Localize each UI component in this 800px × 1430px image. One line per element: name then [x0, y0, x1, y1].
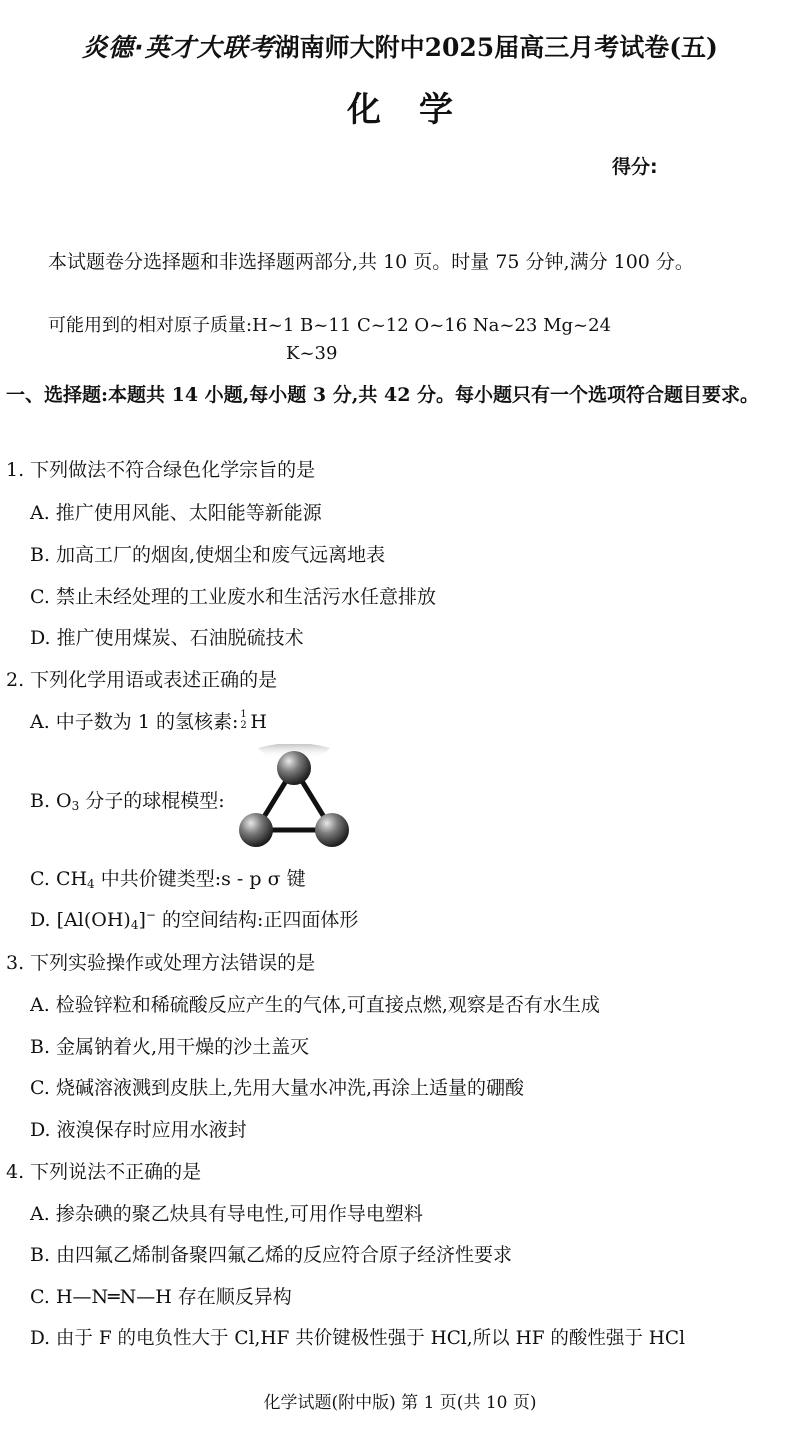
question-3-option-b: B. 金属钠着火,用干燥的沙土盖灭: [30, 1036, 310, 1058]
section-title: 一、选择题:本题共 14 小题,每小题 3 分,共 42 分。每小题只有一个选项符合题目要求。: [6, 384, 760, 406]
ozone-ball-stick-model: [236, 744, 354, 852]
question-4-option-d: D. 由于 F 的电负性大于 Cl,HF 共价键极性强于 HCl,所以 HF 的酸性强于 HCl: [30, 1328, 685, 1349]
question-1-option-b: B. 加高工厂的烟囱,使烟尘和废气远离地表: [30, 544, 386, 566]
question-1-option-d: D. 推广使用煤炭、石油脱硫技术: [30, 627, 304, 649]
question-2-option-d: [30, 905, 358, 932]
atomic-mass-line-2: K~39: [286, 343, 338, 364]
question-2-stem: 2. 下列化学用语或表述正确的是: [6, 669, 278, 691]
subscript: 3: [71, 799, 80, 813]
atomic-mass-line-1: 可能用到的相对原子质量:H~1 B~11 C~12 O~16 Na~23 Mg~24: [48, 315, 612, 336]
question-1-option-a: A. 推广使用风能、太阳能等新能源: [30, 502, 322, 524]
option-a-text: A. 中子数为 1 的氢核素:: [30, 711, 239, 733]
option-d-suffix: 的空间结构:正四面体形: [155, 909, 359, 931]
question-4-option-c: C. H—N═N—H 存在顺反异构: [30, 1286, 292, 1308]
oxygen-atom-right: [315, 813, 349, 847]
exam-title: [0, 28, 800, 64]
subscript: 4: [130, 918, 139, 932]
oxygen-atom-left: [239, 813, 273, 847]
question-2-option-b: [30, 786, 225, 813]
oxygen-atom-top: [277, 751, 311, 785]
mass-number: 1: [240, 709, 247, 720]
atomic-number: 2: [240, 720, 247, 731]
score-label: 得分:: [612, 156, 658, 178]
subscript: 4: [87, 877, 95, 891]
exam-title-text: 湖南师大附中2025届高三月考试卷(五): [274, 33, 718, 62]
option-c-text: C. CH: [30, 868, 88, 890]
question-2-option-a: [30, 707, 267, 734]
exam-brand: 炎德·英才大联考: [82, 33, 275, 62]
question-1-stem: 1. 下列做法不符合绿色化学宗旨的是: [6, 459, 316, 481]
question-2-option-c: [30, 864, 306, 891]
superscript: −: [145, 908, 156, 922]
question-3-option-a: A. 检验锌粒和稀硫酸反应产生的气体,可直接点燃,观察是否有水生成: [30, 994, 600, 1016]
option-c-suffix: 中共价键类型:s - p σ 键: [94, 868, 306, 890]
subject-title: 化学: [347, 90, 491, 130]
element-symbol: H: [250, 711, 267, 733]
question-1-option-c: C. 禁止未经处理的工业废水和生活污水任意排放: [30, 586, 436, 608]
question-4-stem: 4. 下列说法不正确的是: [6, 1161, 202, 1183]
option-d-text: D. [Al(OH): [30, 909, 131, 931]
question-3-stem: 3. 下列实验操作或处理方法错误的是: [6, 952, 316, 974]
page-footer: 化学试题(附中版) 第 1 页(共 10 页): [263, 1393, 537, 1413]
exam-instructions: 本试题卷分选择题和非选择题两部分,共 10 页。时量 75 分钟,满分 100 分。: [48, 251, 694, 273]
option-b-text: B. O: [30, 790, 72, 812]
option-b-suffix: 分子的球棍模型:: [79, 790, 225, 812]
bracket: ]: [138, 909, 146, 931]
question-3-option-d: D. 液溴保存时应用水液封: [30, 1119, 247, 1141]
question-4-option-a: A. 掺杂碘的聚乙炔具有导电性,可用作导电塑料: [30, 1203, 423, 1225]
question-3-option-c: C. 烧碱溶液溅到皮肤上,先用大量水冲洗,再涂上适量的硼酸: [30, 1077, 525, 1099]
nuclide-notation: [238, 711, 250, 731]
question-4-option-b: B. 由四氟乙烯制备聚四氟乙烯的反应符合原子经济性要求: [30, 1244, 513, 1266]
